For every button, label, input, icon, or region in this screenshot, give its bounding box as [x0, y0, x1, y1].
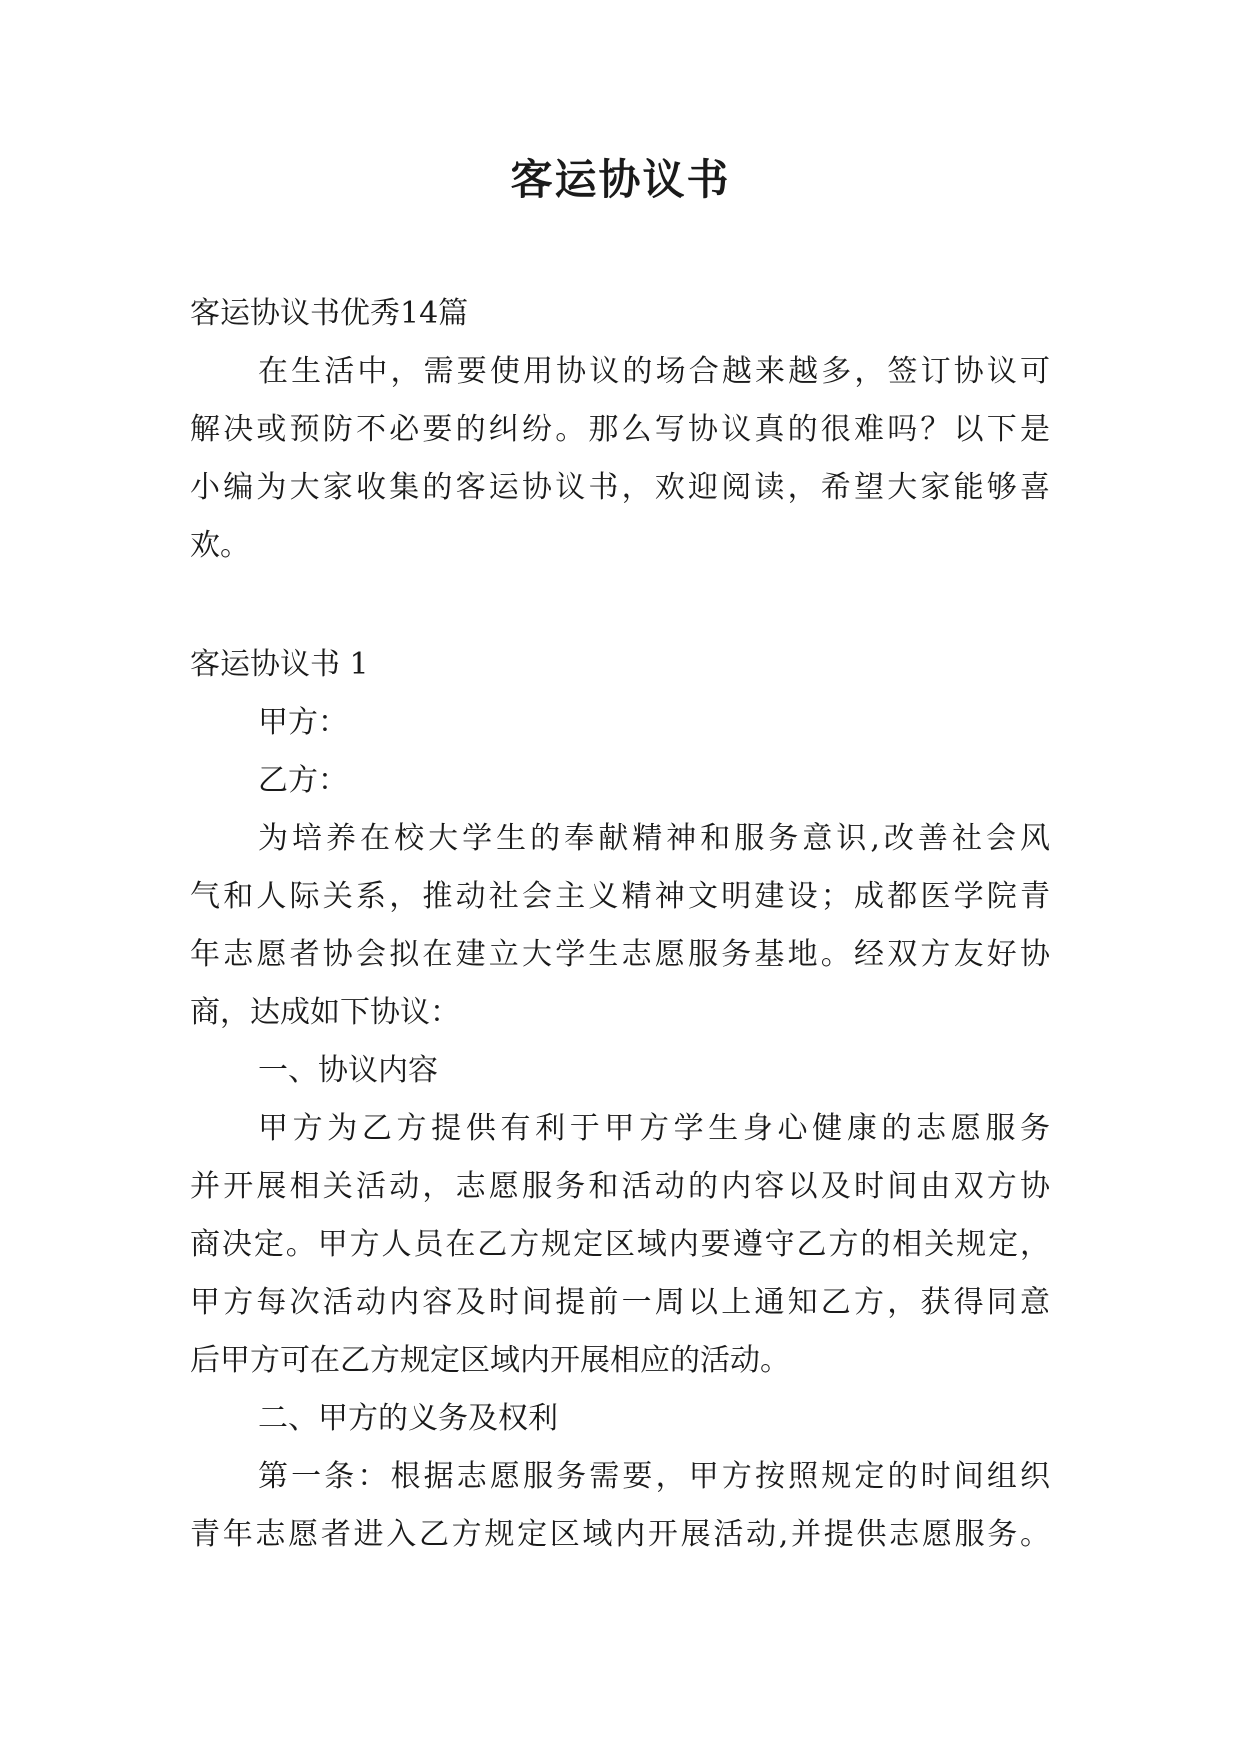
preamble-line: 商，达成如下协议：	[190, 995, 460, 1030]
content-line: 甲方为乙方提供有利于甲方学生身心健康的志愿服务	[258, 1111, 1050, 1146]
intro-line: 在生活中，需要使用协议的场合越来越多，签订协议可	[258, 354, 1050, 389]
content-line: 甲方每次活动内容及时间提前一周以上通知乙方，获得同意	[190, 1285, 1050, 1320]
content-line: 并开展相关活动，志愿服务和活动的内容以及时间由双方协	[190, 1169, 1050, 1204]
party-a-label: 甲方：	[258, 705, 348, 740]
document-subtitle: 客运协议书优秀14篇	[190, 296, 469, 331]
party-b-label: 乙方：	[258, 763, 348, 798]
heading-agreement-content: 一、协议内容	[258, 1053, 438, 1088]
content-line: 商决定。甲方人员在乙方规定区域内要遵守乙方的相关规定，	[190, 1227, 1050, 1262]
section-title: 客运协议书 1	[190, 647, 369, 682]
article-line: 第一条：根据志愿服务需要，甲方按照规定的时间组织	[258, 1459, 1050, 1494]
document-body	[190, 285, 1050, 1564]
preamble-line: 为培养在校大学生的奉献精神和服务意识,改善社会风	[258, 821, 1050, 856]
document-title: 客运协议书	[510, 155, 731, 204]
intro-line: 小编为大家收集的客运协议书，欢迎阅读，希望大家能够喜	[190, 470, 1050, 505]
intro-line: 欢。	[190, 528, 250, 563]
preamble-line: 气和人际关系，推动社会主义精神文明建设；成都医学院青	[190, 879, 1050, 914]
content-line: 后甲方可在乙方规定区域内开展相应的活动。	[190, 1343, 790, 1378]
heading-party-a-obligations: 二、甲方的义务及权利	[258, 1401, 558, 1436]
section-gap	[190, 575, 1050, 636]
preamble-line: 年志愿者协会拟在建立大学生志愿服务基地。经双方友好协	[190, 937, 1050, 972]
intro-line: 解决或预防不必要的纠纷。那么写协议真的很难吗？以下是	[190, 412, 1050, 447]
article-line: 青年志愿者进入乙方规定区域内开展活动,并提供志愿服务。	[190, 1517, 1050, 1552]
